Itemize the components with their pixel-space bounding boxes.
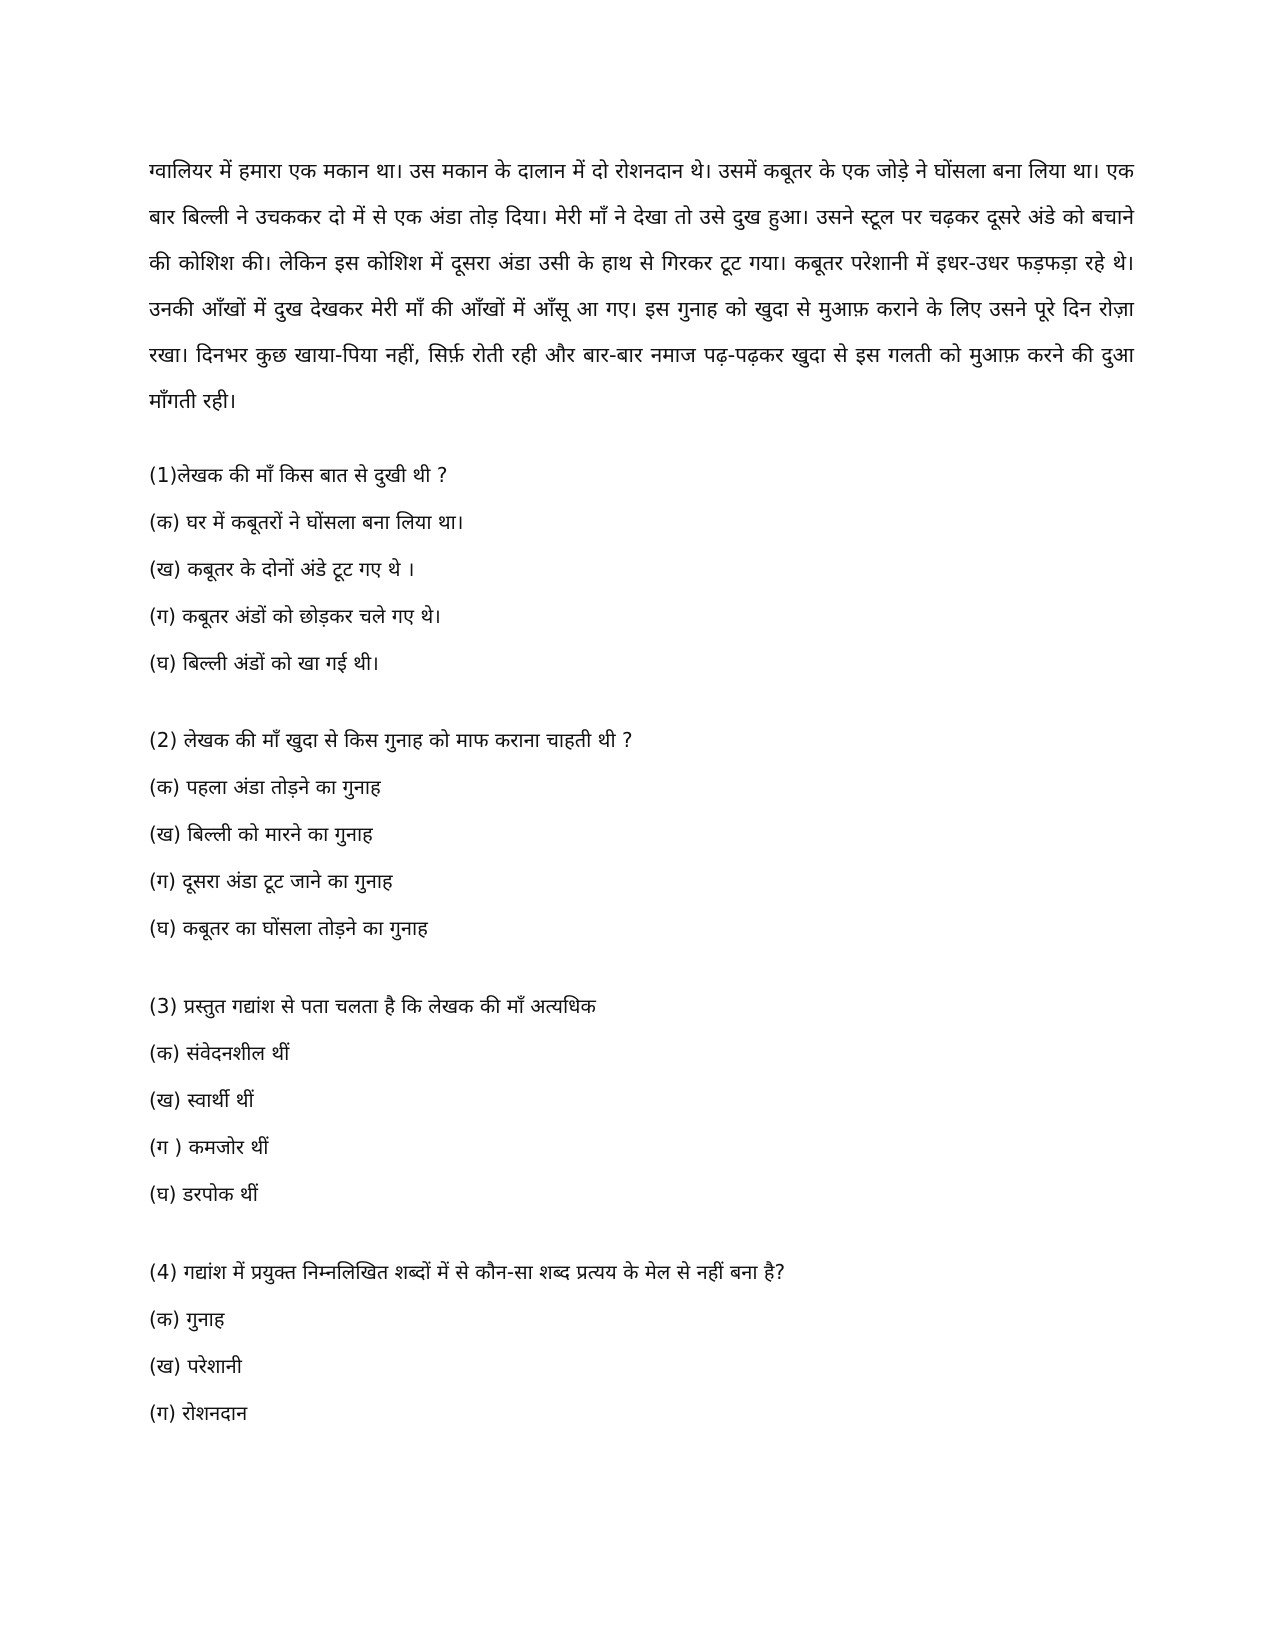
question-3-option-ka: (क) संवेदनशील थीं xyxy=(149,1041,290,1065)
question-3-text: (3) प्रस्तुत गद्यांश से पता चलता है कि लेखक की माँ अत्यधिक xyxy=(149,994,596,1018)
question-4-option-kha: (ख) परेशानी xyxy=(149,1354,242,1378)
question-3-option-ga: (ग ) कमजोर थीं xyxy=(149,1135,269,1159)
question-1-option-ga: (ग) कबूतर अंडों को छोड़कर चले गए थे। xyxy=(149,604,441,628)
spacer xyxy=(149,1218,1134,1249)
question-2-option-kha: (ख) बिल्ली को मारने का गुनाह xyxy=(149,822,373,846)
question-2-option-ka: (क) पहला अंडा तोड़ने का गुनाह xyxy=(149,775,381,799)
document-page xyxy=(149,148,1134,1437)
question-3 xyxy=(149,983,1134,1218)
question-4-option-ga: (ग) रोशनदान xyxy=(149,1401,248,1425)
question-1-option-ka: (क) घर में कबूतरों ने घोंसला बना लिया था। xyxy=(149,510,464,534)
question-2-option-gha: (घ) कबूतर का घोंसला तोड़ने का गुनाह xyxy=(149,916,428,940)
question-2 xyxy=(149,717,1134,952)
question-1-option-gha: (घ) बिल्ली अंडों को खा गई थी। xyxy=(149,651,379,675)
question-4-option-ka: (क) गुनाह xyxy=(149,1307,225,1331)
question-3-option-gha: (घ) डरपोक थीं xyxy=(149,1182,258,1206)
question-4 xyxy=(149,1249,1134,1437)
question-2-option-ga: (ग) दूसरा अंडा टूट जाने का गुनाह xyxy=(149,869,393,893)
question-2-text: (2) लेखक की माँ खुदा से किस गुनाह को माफ कराना चाहती थी ? xyxy=(149,728,633,752)
spacer xyxy=(149,687,1134,717)
question-4-text: (4) गद्यांश में प्रयुक्त निम्नलिखित शब्दों में से कौन-सा शब्द प्रत्यय के मेल से नहीं बना है? xyxy=(149,1260,786,1284)
question-3-option-kha: (ख) स्वार्थी थीं xyxy=(149,1088,254,1112)
spacer xyxy=(149,952,1134,983)
question-1 xyxy=(149,452,1134,687)
passage-paragraph: ग्वालियर में हमारा एक मकान था। उस मकान के दालान में दो रोशनदान थे। उसमें कबूतर के एक जोड़े ने घोंसला बना लिया था। एक बार बिल्ली ने उचककर दो में से एक अंडा तोड़ दिया। मेरी माँ ने देखा तो उसे दुख हुआ। उसने स्टूल पर चढ़कर दूसरे अंडे को बचाने की कोशिश की। लेकिन इस कोशिश में दूसरा अंडा उसी के हाथ से गिरकर टूट गया। कबूतर परेशानी में इधर-उधर फड़फड़ा रहे थे। उनकी आँखों में दुख देखकर मेरी माँ की आँखों में आँसू आ गए। इस गुनाह को खुदा से मुआफ़ कराने के लिए उसने पूरे दिन रोज़ा रखा। दिनभर कुछ खाया-पिया नहीं, सिर्फ़ रोती रही और बार-बार नमाज पढ़-पढ़कर खुदा से इस गलती को मुआफ़ करने की दुआ माँगती रही। xyxy=(149,159,1134,413)
question-1-option-kha: (ख) कबूतर के दोनों अंडे टूट गए थे । xyxy=(149,557,415,581)
question-1-text: (1)लेखक की माँ किस बात से दुखी थी ? xyxy=(149,463,448,487)
